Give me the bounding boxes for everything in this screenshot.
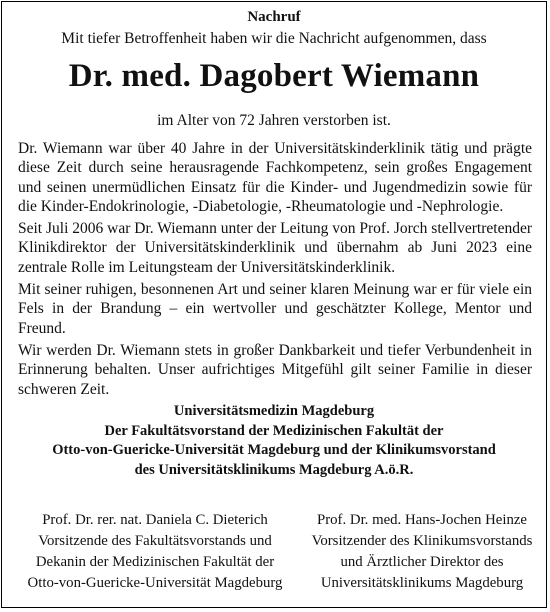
signer-line: und Ärztlicher Direktor des	[340, 554, 504, 570]
intro-line: Mit tiefer Betroffenheit haben wir die Nachricht aufgenommen, dass	[61, 30, 487, 47]
signer-dean	[12, 510, 298, 594]
obituary-body	[18, 139, 532, 402]
organization-line: Universitätsmedizin Magdeburg	[173, 403, 375, 419]
signer-line: Prof. Dr. med. Hans-Jochen Heinze	[317, 512, 527, 528]
signer-line: Prof. Dr. rer. nat. Daniela C. Dieterich	[42, 512, 268, 528]
signer-line: Vorsitzender des Klinikumsvorstands	[311, 533, 533, 549]
notice-heading: Nachruf	[247, 9, 301, 25]
obituary-notice	[1, 1, 547, 608]
signer-line: Universitätsklinikums Magdeburg	[320, 575, 524, 591]
body-paragraph: Wir werden Dr. Wiemann stets in großer Dankbarkeit und tiefer Verbundenheit in Erinnerung behalten. Unser aufrichtiges Mitgefühl gilt seiner Familie in dieser schweren Zeit.	[18, 341, 532, 398]
signer-line: Vorsitzende des Fakultätsvorstands und	[38, 533, 272, 549]
deceased-name: Dr. med. Dagobert Wiemann	[68, 58, 480, 94]
signer-medical-director	[304, 510, 540, 594]
body-paragraph: Dr. Wiemann war über 40 Jahre in der Universitätskinderklinik tätig und prägte diese Zeit durch seine herausragende Fachkompetenz, sein großes Engagement und seinen unermüdlichen Einsatz für die Kinder- und Jugendmedizin sowie für die Kinder-Endokrinologie, -Diabetologie, -Rheumatologie und -Nephrologie.	[18, 140, 532, 215]
body-paragraph: Seit Juli 2006 war Dr. Wiemann unter der Leitung von Prof. Jorch stellvertretender Klinikdirektor der Universitätskinderklinik und übernahm ab Juni 2023 eine zentrale Rolle im Leitungsteam der Universitätskinderklinik.	[18, 220, 532, 276]
organization-line: Otto-von-Guericke-Universität Magdeburg und der Klinikumsvorstand	[52, 442, 496, 458]
signer-line: Otto-von-Guericke-Universität Magdeburg	[27, 575, 283, 591]
body-paragraph: Mit seiner ruhigen, besonnenen Art und seiner klaren Meinung war er für viele ein Fels in der Brandung – ein wertvoller und geschätzter Kollege, Mentor und Freund.	[18, 281, 532, 337]
organization-block	[2, 402, 546, 480]
organization-line: Der Fakultätsvorstand der Medizinischen Fakultät der	[104, 422, 444, 439]
age-line: im Alter von 72 Jahren verstorben ist.	[157, 112, 391, 129]
signer-line: Dekanin der Medizinischen Fakultät der	[35, 554, 275, 570]
organization-line: des Universitätsklinikums Magdeburg A.ö.R.	[134, 461, 414, 478]
